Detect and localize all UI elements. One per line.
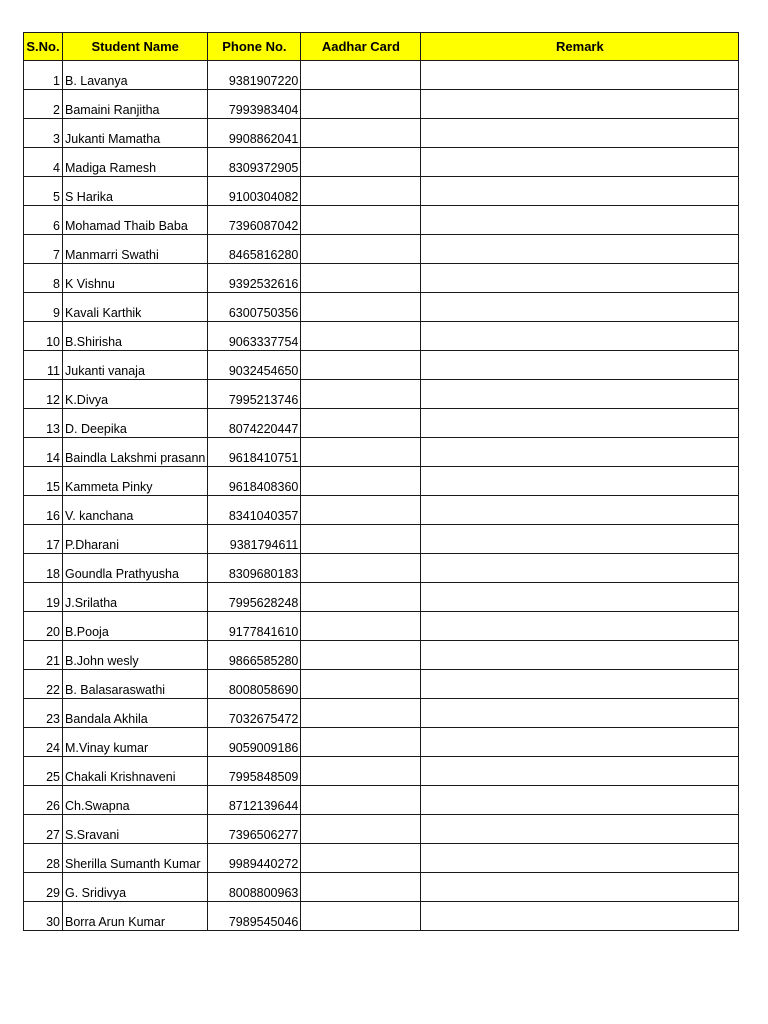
- aadhar-card-cell[interactable]: [301, 554, 421, 583]
- aadhar-card-cell[interactable]: [301, 670, 421, 699]
- aadhar-card-cell[interactable]: [301, 409, 421, 438]
- table-row: [24, 351, 739, 380]
- phone-number-cell: 9392532616: [208, 264, 301, 293]
- table-row: [24, 873, 739, 902]
- phone-number-cell: 7995628248: [208, 583, 301, 612]
- aadhar-card-cell[interactable]: [301, 206, 421, 235]
- table-row: [24, 815, 739, 844]
- header-row: [24, 33, 739, 61]
- aadhar-card-cell[interactable]: [301, 235, 421, 264]
- student-name-cell: B.Shirisha: [63, 322, 208, 351]
- aadhar-card-cell[interactable]: [301, 177, 421, 206]
- student-name-cell: Baindla Lakshmi prasann: [63, 438, 208, 467]
- table-row: [24, 90, 739, 119]
- phone-number-cell: 8309372905: [208, 148, 301, 177]
- phone-number-cell: 7396506277: [208, 815, 301, 844]
- remark-cell[interactable]: [421, 728, 739, 757]
- serial-number-cell: 25: [24, 757, 63, 786]
- aadhar-card-cell[interactable]: [301, 148, 421, 177]
- aadhar-card-cell[interactable]: [301, 786, 421, 815]
- remark-cell[interactable]: [421, 844, 739, 873]
- serial-number-cell: 22: [24, 670, 63, 699]
- remark-cell[interactable]: [421, 467, 739, 496]
- phone-number-cell: 8341040357: [208, 496, 301, 525]
- remark-cell[interactable]: [421, 525, 739, 554]
- aadhar-card-cell[interactable]: [301, 699, 421, 728]
- student-name-cell: Bandala Akhila: [63, 699, 208, 728]
- student-name-cell: Kavali Karthik: [63, 293, 208, 322]
- table-row: [24, 148, 739, 177]
- student-name-cell: J.Srilatha: [63, 583, 208, 612]
- table-row: [24, 235, 739, 264]
- table-row: [24, 728, 739, 757]
- phone-number-cell: 9618410751: [208, 438, 301, 467]
- student-name-cell: G. Sridivya: [63, 873, 208, 902]
- phone-number-cell: 7995213746: [208, 380, 301, 409]
- student-name-cell: V. kanchana: [63, 496, 208, 525]
- phone-number-cell: 8309680183: [208, 554, 301, 583]
- serial-number-cell: 19: [24, 583, 63, 612]
- phone-number-cell: 8712139644: [208, 786, 301, 815]
- table-row: [24, 554, 739, 583]
- phone-number-cell: 7993983404: [208, 90, 301, 119]
- student-name-cell: Bamaini Ranjitha: [63, 90, 208, 119]
- remark-cell[interactable]: [421, 438, 739, 467]
- serial-number-cell: 17: [24, 525, 63, 554]
- student-name-cell: Goundla Prathyusha: [63, 554, 208, 583]
- table-row: [24, 670, 739, 699]
- header-phone: Phone No.: [208, 33, 301, 61]
- phone-number-cell: 6300750356: [208, 293, 301, 322]
- remark-cell[interactable]: [421, 90, 739, 119]
- phone-number-cell: 7995848509: [208, 757, 301, 786]
- student-name-cell: Chakali Krishnaveni: [63, 757, 208, 786]
- phone-number-cell: 9381794611: [208, 525, 301, 554]
- remark-cell[interactable]: [421, 757, 739, 786]
- serial-number-cell: 10: [24, 322, 63, 351]
- table-row: [24, 699, 739, 728]
- phone-number-cell: 7989545046: [208, 902, 301, 931]
- student-name-cell: Kammeta Pinky: [63, 467, 208, 496]
- student-name-cell: Ch.Swapna: [63, 786, 208, 815]
- table-row: [24, 757, 739, 786]
- table-row: [24, 177, 739, 206]
- aadhar-card-cell[interactable]: [301, 815, 421, 844]
- aadhar-card-cell[interactable]: [301, 496, 421, 525]
- aadhar-card-cell[interactable]: [301, 525, 421, 554]
- student-table: [23, 32, 739, 931]
- serial-number-cell: 21: [24, 641, 63, 670]
- phone-number-cell: 9381907220: [208, 61, 301, 90]
- remark-cell[interactable]: [421, 815, 739, 844]
- serial-number-cell: 4: [24, 148, 63, 177]
- remark-cell[interactable]: [421, 61, 739, 90]
- aadhar-card-cell[interactable]: [301, 322, 421, 351]
- remark-cell[interactable]: [421, 148, 739, 177]
- student-name-cell: D. Deepika: [63, 409, 208, 438]
- remark-cell[interactable]: [421, 177, 739, 206]
- aadhar-card-cell[interactable]: [301, 61, 421, 90]
- student-name-cell: K.Divya: [63, 380, 208, 409]
- aadhar-card-cell[interactable]: [301, 641, 421, 670]
- table-row: [24, 322, 739, 351]
- student-name-cell: Mohamad Thaib Baba: [63, 206, 208, 235]
- phone-number-cell: 8465816280: [208, 235, 301, 264]
- serial-number-cell: 28: [24, 844, 63, 873]
- table-row: [24, 264, 739, 293]
- header-remark: Remark: [421, 33, 739, 61]
- student-name-cell: B.John wesly: [63, 641, 208, 670]
- serial-number-cell: 9: [24, 293, 63, 322]
- remark-cell[interactable]: [421, 235, 739, 264]
- phone-number-cell: 9100304082: [208, 177, 301, 206]
- remark-cell[interactable]: [421, 351, 739, 380]
- phone-number-cell: 8008800963: [208, 873, 301, 902]
- remark-cell[interactable]: [421, 786, 739, 815]
- table-row: [24, 902, 739, 931]
- remark-cell[interactable]: [421, 264, 739, 293]
- phone-number-cell: 8074220447: [208, 409, 301, 438]
- serial-number-cell: 7: [24, 235, 63, 264]
- aadhar-card-cell[interactable]: [301, 293, 421, 322]
- aadhar-card-cell[interactable]: [301, 583, 421, 612]
- table-row: [24, 119, 739, 148]
- phone-number-cell: 7396087042: [208, 206, 301, 235]
- serial-number-cell: 3: [24, 119, 63, 148]
- student-name-cell: P.Dharani: [63, 525, 208, 554]
- remark-cell[interactable]: [421, 583, 739, 612]
- remark-cell[interactable]: [421, 119, 739, 148]
- remark-cell[interactable]: [421, 496, 739, 525]
- table-row: [24, 525, 739, 554]
- aadhar-card-cell[interactable]: [301, 90, 421, 119]
- serial-number-cell: 12: [24, 380, 63, 409]
- aadhar-card-cell[interactable]: [301, 612, 421, 641]
- serial-number-cell: 18: [24, 554, 63, 583]
- table-row: [24, 612, 739, 641]
- student-name-cell: Jukanti Mamatha: [63, 119, 208, 148]
- phone-number-cell: 7032675472: [208, 699, 301, 728]
- aadhar-card-cell[interactable]: [301, 873, 421, 902]
- phone-number-cell: 8008058690: [208, 670, 301, 699]
- serial-number-cell: 16: [24, 496, 63, 525]
- table-row: [24, 844, 739, 873]
- phone-number-cell: 9063337754: [208, 322, 301, 351]
- student-name-cell: K Vishnu: [63, 264, 208, 293]
- phone-number-cell: 9032454650: [208, 351, 301, 380]
- student-name-cell: S Harika: [63, 177, 208, 206]
- aadhar-card-cell[interactable]: [301, 264, 421, 293]
- table-row: [24, 496, 739, 525]
- remark-cell[interactable]: [421, 670, 739, 699]
- serial-number-cell: 26: [24, 786, 63, 815]
- remark-cell[interactable]: [421, 902, 739, 931]
- serial-number-cell: 6: [24, 206, 63, 235]
- student-name-cell: Borra Arun Kumar: [63, 902, 208, 931]
- table-row: [24, 583, 739, 612]
- serial-number-cell: 29: [24, 873, 63, 902]
- table-row: [24, 61, 739, 90]
- table-row: [24, 786, 739, 815]
- serial-number-cell: 13: [24, 409, 63, 438]
- aadhar-card-cell[interactable]: [301, 351, 421, 380]
- student-name-cell: Jukanti vanaja: [63, 351, 208, 380]
- table-header: [24, 33, 739, 61]
- table-row: [24, 409, 739, 438]
- remark-cell[interactable]: [421, 409, 739, 438]
- serial-number-cell: 24: [24, 728, 63, 757]
- header-student-name: Student Name: [63, 33, 208, 61]
- student-name-cell: Sherilla Sumanth Kumar: [63, 844, 208, 873]
- remark-cell[interactable]: [421, 641, 739, 670]
- aadhar-card-cell[interactable]: [301, 438, 421, 467]
- student-name-cell: M.Vinay kumar: [63, 728, 208, 757]
- serial-number-cell: 23: [24, 699, 63, 728]
- remark-cell[interactable]: [421, 380, 739, 409]
- student-name-cell: B. Lavanya: [63, 61, 208, 90]
- phone-number-cell: 9866585280: [208, 641, 301, 670]
- serial-number-cell: 11: [24, 351, 63, 380]
- remark-cell[interactable]: [421, 206, 739, 235]
- aadhar-card-cell[interactable]: [301, 380, 421, 409]
- serial-number-cell: 8: [24, 264, 63, 293]
- remark-cell[interactable]: [421, 612, 739, 641]
- aadhar-card-cell[interactable]: [301, 119, 421, 148]
- serial-number-cell: 27: [24, 815, 63, 844]
- table-row: [24, 438, 739, 467]
- table-row: [24, 206, 739, 235]
- phone-number-cell: 9177841610: [208, 612, 301, 641]
- remark-cell[interactable]: [421, 322, 739, 351]
- remark-cell[interactable]: [421, 293, 739, 322]
- student-name-cell: S.Sravani: [63, 815, 208, 844]
- serial-number-cell: 1: [24, 61, 63, 90]
- aadhar-card-cell[interactable]: [301, 467, 421, 496]
- student-name-cell: Madiga Ramesh: [63, 148, 208, 177]
- table-body: [24, 61, 739, 931]
- aadhar-card-cell[interactable]: [301, 844, 421, 873]
- table-row: [24, 641, 739, 670]
- serial-number-cell: 30: [24, 902, 63, 931]
- phone-number-cell: 9908862041: [208, 119, 301, 148]
- remark-cell[interactable]: [421, 699, 739, 728]
- aadhar-card-cell[interactable]: [301, 757, 421, 786]
- header-sno: S.No.: [24, 33, 63, 61]
- phone-number-cell: 9059009186: [208, 728, 301, 757]
- table-row: [24, 380, 739, 409]
- student-name-cell: B. Balasaraswathi: [63, 670, 208, 699]
- serial-number-cell: 20: [24, 612, 63, 641]
- student-name-cell: B.Pooja: [63, 612, 208, 641]
- aadhar-card-cell[interactable]: [301, 728, 421, 757]
- phone-number-cell: 9989440272: [208, 844, 301, 873]
- table-row: [24, 293, 739, 322]
- remark-cell[interactable]: [421, 554, 739, 583]
- serial-number-cell: 15: [24, 467, 63, 496]
- remark-cell[interactable]: [421, 873, 739, 902]
- aadhar-card-cell[interactable]: [301, 902, 421, 931]
- header-aadhar-card: Aadhar Card: [301, 33, 421, 61]
- serial-number-cell: 14: [24, 438, 63, 467]
- serial-number-cell: 2: [24, 90, 63, 119]
- phone-number-cell: 9618408360: [208, 467, 301, 496]
- serial-number-cell: 5: [24, 177, 63, 206]
- table-row: [24, 467, 739, 496]
- student-name-cell: Manmarri Swathi: [63, 235, 208, 264]
